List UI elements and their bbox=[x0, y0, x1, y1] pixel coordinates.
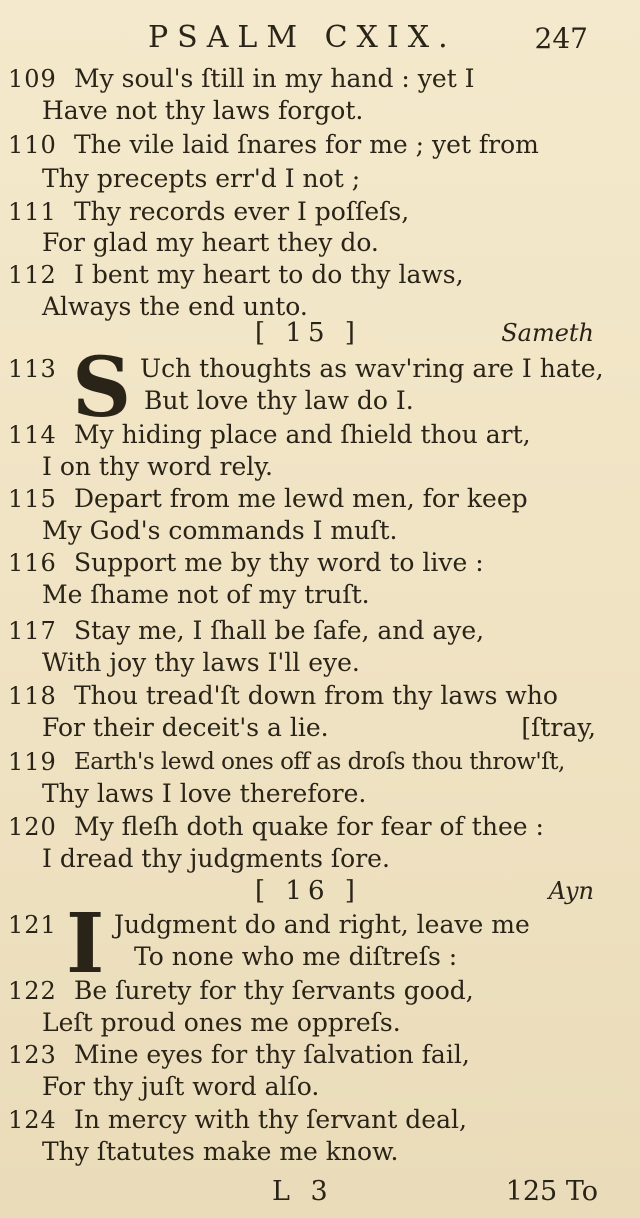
verse-number: 123 bbox=[8, 1041, 57, 1069]
page-footer bbox=[0, 1176, 640, 1212]
verse-text: Support me by thy word to live : bbox=[74, 548, 484, 577]
verse-text: Have not thy laws forgot. bbox=[42, 96, 364, 125]
hebrew-letter: Sameth bbox=[501, 319, 594, 347]
verse-text: For glad my heart they do. bbox=[42, 228, 379, 257]
verse-number: 116 bbox=[8, 549, 57, 577]
verse-text: Thy ſtatutes make me know. bbox=[42, 1137, 399, 1166]
verse-number: 117 bbox=[8, 617, 57, 645]
verse-text: My hiding place and ſhield thou art, bbox=[74, 420, 531, 449]
section-number: [ 16 ] bbox=[255, 876, 361, 906]
verse-text: To none who me diſtreſs : bbox=[134, 942, 458, 971]
verse-line bbox=[0, 711, 640, 745]
verse-number: 109 bbox=[8, 65, 57, 93]
verse-text: With joy thy laws I'll eye. bbox=[42, 648, 360, 677]
page-header bbox=[0, 18, 640, 58]
verse-number: 124 bbox=[8, 1106, 57, 1134]
verse-number: 112 bbox=[8, 261, 57, 289]
verse-text: Mine eyes for thy ſalvation fail, bbox=[74, 1040, 470, 1069]
hebrew-letter: Ayn bbox=[548, 877, 594, 905]
verse-number: 121 bbox=[8, 911, 57, 939]
verse-number: 119 bbox=[8, 748, 57, 776]
verse-text: The vile laid ſnares for me ; yet from bbox=[74, 130, 539, 159]
verse-text: Thy records ever I poſſeſs, bbox=[74, 197, 410, 226]
turnover-word: [ſtray, bbox=[521, 713, 596, 742]
verse-text: Thou tread'ſt down from thy laws who bbox=[74, 681, 558, 710]
verse-text: My fleſh doth quake for fear of thee : bbox=[74, 812, 544, 841]
verse-number: 114 bbox=[8, 421, 57, 449]
verse-text: Judgment do and right, leave me bbox=[114, 910, 530, 939]
verse-number: 115 bbox=[8, 485, 57, 513]
verse-text: I on thy word rely. bbox=[42, 452, 273, 481]
catchword: 125 To bbox=[505, 1176, 598, 1207]
verse-number: 110 bbox=[8, 131, 57, 159]
verse-text: In mercy with thy ſervant deal, bbox=[74, 1105, 467, 1134]
signature-mark: L 3 bbox=[272, 1176, 334, 1207]
verse-text: Leſt proud ones me oppreſs. bbox=[42, 1008, 401, 1037]
verse-number: 118 bbox=[8, 682, 57, 710]
verse-number: 120 bbox=[8, 813, 57, 841]
section-number: [ 15 ] bbox=[255, 318, 361, 348]
drop-cap: S bbox=[72, 340, 132, 436]
verse-text: Thy laws I love therefore. bbox=[42, 779, 367, 808]
verse-text: For thy juſt word alſo. bbox=[42, 1072, 320, 1101]
verse-text: Uch thoughts as wav'ring are I hate, bbox=[140, 354, 604, 383]
verse-text: Depart from me lewd men, for keep bbox=[74, 484, 528, 513]
verse-number: 111 bbox=[8, 198, 57, 226]
page-number: 247 bbox=[534, 22, 588, 55]
verse-text: My soul's ſtill in my hand : yet I bbox=[74, 64, 475, 93]
verse-text: Be ſurety for thy ſervants good, bbox=[74, 976, 474, 1005]
verse-text: I dread thy judgments ſore. bbox=[42, 844, 390, 873]
verse-text: Stay me, I ſhall be ſafe, and aye, bbox=[74, 616, 485, 645]
verse-text: Earth's lewd ones off as droſs thou throw'ſt, bbox=[74, 749, 565, 775]
verse-text: For their deceit's a lie. bbox=[42, 713, 329, 742]
verse-number: 122 bbox=[8, 977, 57, 1005]
verse-text: Thy precepts err'd I not ; bbox=[42, 164, 361, 193]
verse-text: Me ſhame not of my truſt. bbox=[42, 580, 370, 609]
drop-cap: I bbox=[66, 896, 105, 992]
verse-text: My God's commands I muſt. bbox=[42, 516, 398, 545]
verse-text: Always the end unto. bbox=[42, 292, 308, 321]
verse-text: I bent my heart to do thy laws, bbox=[74, 260, 464, 289]
running-title: PSALM CXIX. bbox=[148, 20, 457, 55]
verse-text: But love thy law do I. bbox=[144, 386, 414, 415]
verse-number: 113 bbox=[8, 355, 57, 383]
